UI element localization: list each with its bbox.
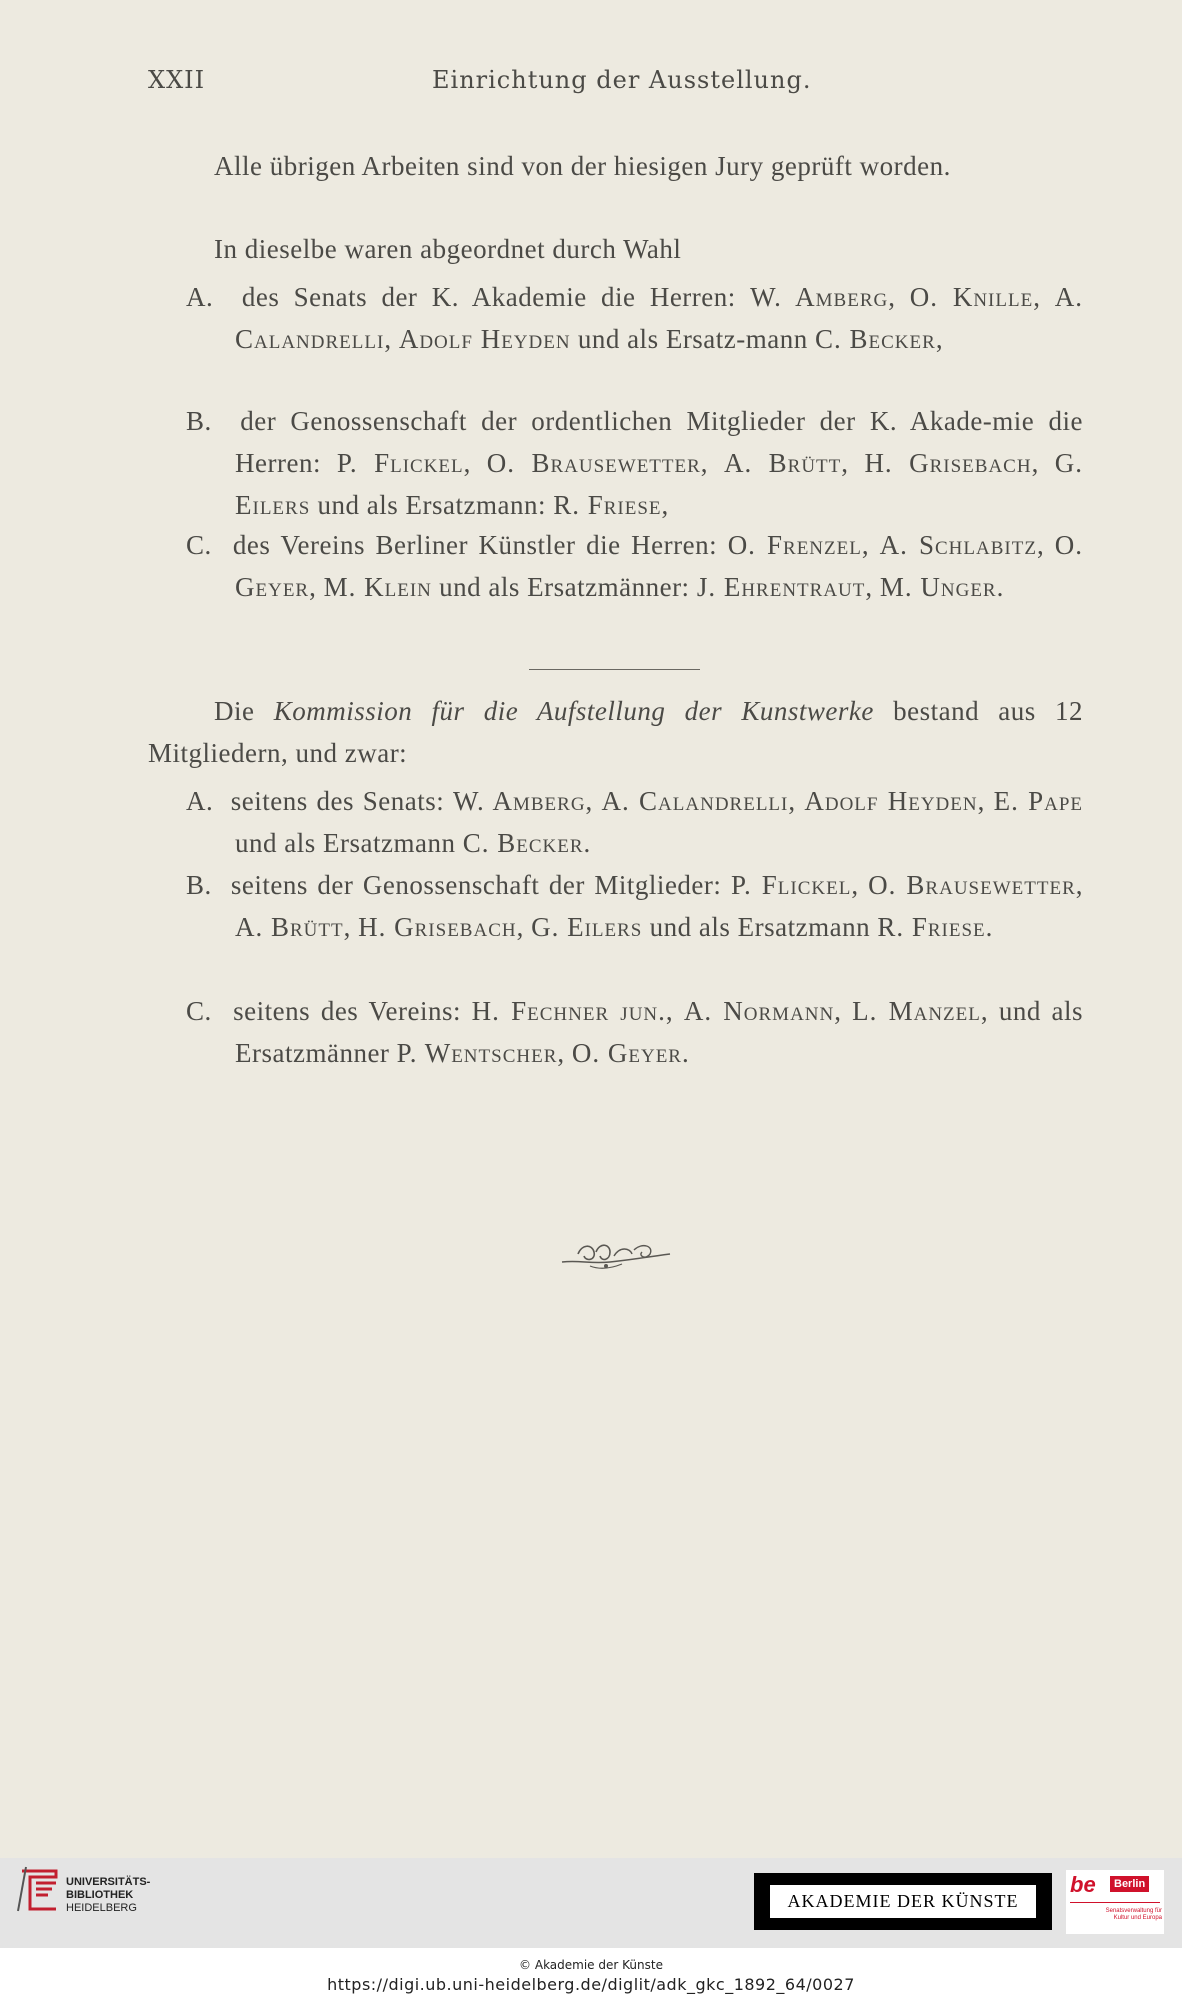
paragraph-kommission: Die Kommission für die Aufstellung der Kunstwerke bestand aus 12 Mitgliedern, und zwar: xyxy=(148,696,1084,768)
page-number: XXII xyxy=(148,66,206,94)
running-title: Einrichtung der Ausstellung. xyxy=(432,66,812,94)
berlin-senate-logo xyxy=(1066,1870,1164,1934)
university-library-name xyxy=(66,1876,150,1915)
source-url[interactable]: https://digi.ub.uni-heidelberg.de/diglit/adk_gkc_1892_64/0027 xyxy=(327,1975,855,1994)
library-line-1: UNIVERSITÄTS- xyxy=(66,1876,151,1888)
section-divider xyxy=(529,669,700,670)
berlin-subtitle: Senatsverwaltung für Kultur und Europa xyxy=(1105,1908,1162,1921)
akademie-logo-text: AKADEMIE DER KÜNSTE xyxy=(770,1885,1036,1918)
copyright-notice: © Akademie der Künste xyxy=(519,1958,663,1972)
university-library-logo-icon xyxy=(12,1865,64,1917)
list-item-genossenschaft: B. der Genossenschaft der ordentlichen Mitglieder der K. Akade-mie die Herren: P. Flickel, O. Brausewetter, A. Brütt, H. Grisebach, G. Eilers und als Ersatzmann: R. Friese, xyxy=(186,406,1084,520)
list-item-kommission-verein: C. seitens des Vereins: H. Fechner jun., A. Normann, L. Manzel, und als Ersatzmänner P. Wentscher, O. Geyer. xyxy=(186,996,1083,1068)
list-item-kommission-senat: A. seitens des Senats: W. Amberg, A. Calandrelli, Adolf Heyden, E. Pape und als Ersatzmann C. Becker. xyxy=(186,786,1083,858)
akademie-logo xyxy=(754,1873,1052,1930)
list-item-kommission-genossenschaft: B. seitens der Genossenschaft der Mitglieder: P. Flickel, O. Brausewetter, A. Brütt, H. Grisebach, G. Eilers und als Ersatzmann R. Friese. xyxy=(186,870,1083,942)
paragraph-jury: Alle übrigen Arbeiten sind von der hiesigen Jury geprüft worden. xyxy=(214,151,951,181)
floral-ornament-icon xyxy=(560,1240,672,1270)
list-item-senat: A. des Senats der K. Akademie die Herren: W. Amberg, O. Knille, A. Calandrelli, Adolf Heyden und als Ersatz-mann C. Becker, xyxy=(186,282,1084,354)
library-line-2: BIBLIOTHEK xyxy=(66,1889,134,1901)
berlin-be-mark: be xyxy=(1070,1872,1096,1897)
paragraph-wahl: In dieselbe waren abgeordnet durch Wahl xyxy=(214,234,682,264)
berlin-label: Berlin xyxy=(1110,1876,1149,1892)
list-item-verein: C. des Vereins Berliner Künstler die Herren: O. Frenzel, A. Schlabitz, O. Geyer, M. Klein und als Ersatzmänner: J. Ehrentraut, M. Unger. xyxy=(186,530,1084,602)
library-line-3: HEIDELBERG xyxy=(66,1902,137,1914)
berlin-divider xyxy=(1070,1902,1160,1903)
